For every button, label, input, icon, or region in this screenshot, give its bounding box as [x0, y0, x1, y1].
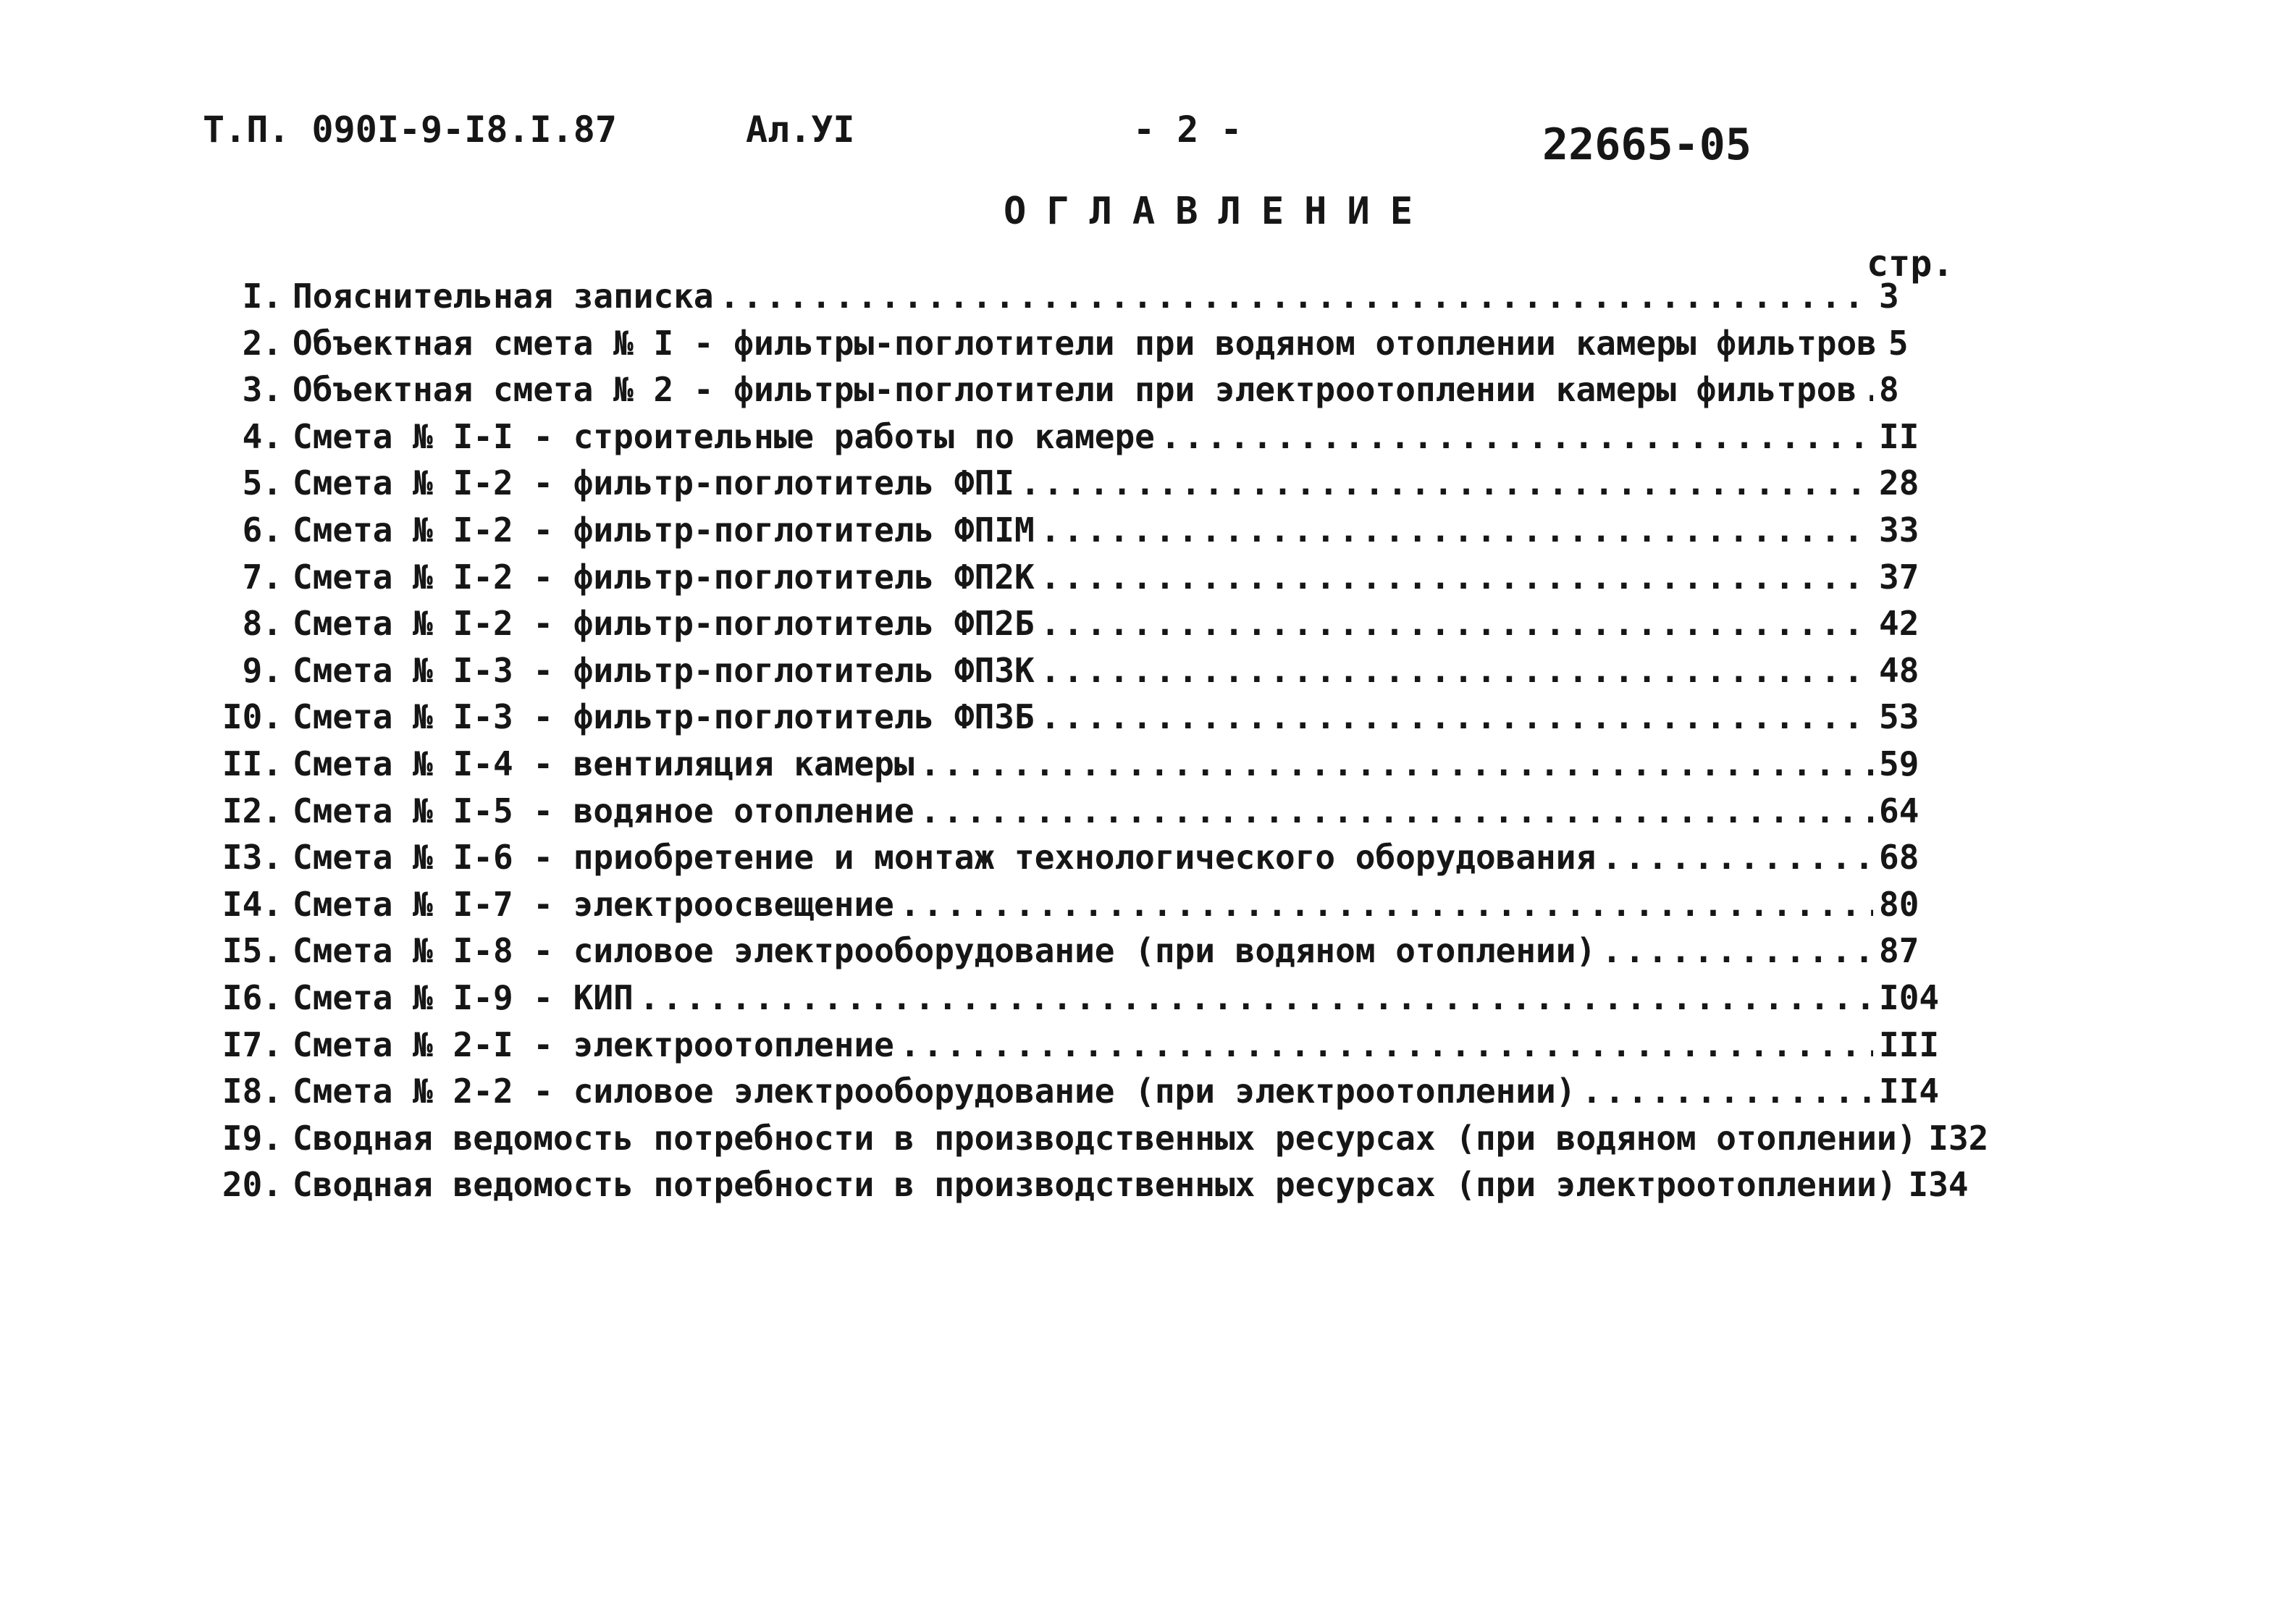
toc-entry-number: I7.: [222, 1025, 282, 1064]
toc-entry: [203, 931, 1955, 978]
toc-entry: [203, 1025, 1955, 1072]
toc-entry-page: 28: [1879, 463, 1919, 503]
toc-entry-page: 48: [1879, 650, 1919, 690]
toc-entry: [203, 1072, 1955, 1119]
sheet-label: Ал.УI: [746, 109, 855, 151]
toc-entry-page: 59: [1879, 744, 1919, 783]
toc-entry-text: Смета № 2-I - электроотопление: [293, 1025, 894, 1064]
toc-entry-number: 9.: [242, 650, 282, 690]
toc-leader-dots: [1161, 417, 1873, 456]
toc-entry-number: I5.: [222, 931, 282, 971]
toc-entry: [203, 838, 1955, 885]
toc-entry-text: Смета № I-6 - приобретение и монтаж технологического оборудования: [293, 838, 1597, 878]
toc-entry-page: 68: [1879, 838, 1919, 878]
toc-entry: [203, 791, 1955, 838]
toc-entry: [203, 651, 1955, 698]
toc-entry-number: I.: [242, 277, 282, 316]
toc-entry-number: I3.: [222, 838, 282, 878]
toc-leader-dots: [1040, 604, 1873, 643]
toc-entry-text: Смета № I-3 - фильтр-поглотитель ФП3Б: [293, 697, 1035, 737]
toc-entry-page: 80: [1879, 884, 1919, 924]
toc-leader-dots: [1040, 558, 1873, 597]
toc-leader-dots: [1862, 370, 1873, 409]
toc-entry-text: Смета № I-2 - фильтр-поглотитель ФПIМ: [293, 510, 1035, 550]
page-column-label: стр.: [1867, 243, 1954, 285]
toc-entry-page: II: [1879, 416, 1919, 456]
page-number: - 2 -: [1133, 109, 1242, 151]
toc-entry: [203, 1165, 1969, 1212]
toc-entry: [203, 1118, 1989, 1166]
toc-leader-dots: [1581, 1072, 1873, 1111]
toc-leader-dots: [1602, 931, 1873, 970]
toc-entry-text: Сводная ведомость потребности в производственных ресурсах (при водяном отоплении): [293, 1118, 1917, 1158]
toc-leader-dots: [920, 791, 1873, 830]
toc-entry-text: Смета № I-I - строительные работы по камере: [293, 416, 1155, 456]
toc-entry-number: I8.: [222, 1072, 282, 1111]
toc-leader-dots: [920, 744, 1873, 783]
toc-entry-page: 42: [1879, 604, 1919, 644]
toc-entry-text: Пояснительная записка: [293, 277, 714, 316]
toc-leader-dots: [720, 277, 1873, 316]
toc-leader-dots: [1020, 463, 1873, 502]
table-of-contents: [203, 277, 1989, 1212]
toc-entry-page: 5: [1888, 323, 1909, 363]
toc-entry-number: 7.: [242, 557, 282, 597]
toc-entry-number: 20.: [222, 1165, 282, 1205]
toc-entry-number: 2.: [242, 323, 282, 363]
toc-entry-number: 4.: [242, 416, 282, 456]
toc-entry-number: I4.: [222, 884, 282, 924]
toc-entry-text: Смета № I-4 - вентиляция камеры: [293, 744, 914, 783]
toc-leader-dots: [1040, 651, 1873, 690]
toc-entry-text: Смета № I-2 - фильтр-поглотитель ФП2Б: [293, 604, 1035, 644]
document-code: Т.П. 090I-9-I8.I.87: [203, 109, 617, 151]
toc-leader-dots: [1602, 838, 1873, 877]
toc-entry-text: Смета № I-9 - КИП: [293, 977, 634, 1017]
toc-entry: [203, 604, 1955, 651]
toc-entry-text: Объектная смета № I - фильтры-поглотители при водяном отоплении камеры фильтров: [293, 323, 1877, 363]
document-number: 22665-05: [1542, 119, 1752, 170]
toc-entry-text: Смета № I-2 - фильтр-поглотитель ФПI: [293, 463, 1014, 503]
toc-leader-dots: [1040, 510, 1873, 550]
toc-entry: [203, 510, 1955, 558]
toc-entry-text: Смета № I-7 - электроосвещение: [293, 884, 894, 924]
toc-entry: [203, 697, 1955, 744]
toc-entry-page: I34: [1908, 1165, 1969, 1205]
toc-entry-page: II4: [1879, 1072, 1940, 1111]
toc-entry: [203, 558, 1955, 605]
toc-entry: [203, 744, 1955, 791]
toc-entry-page: 87: [1879, 931, 1919, 971]
toc-entry: [203, 324, 1955, 371]
toc-entry-number: 6.: [242, 510, 282, 550]
toc-leader-dots: [639, 978, 1873, 1017]
toc-entry-number: I2.: [222, 791, 282, 830]
toc-entry-text: Смета № I-2 - фильтр-поглотитель ФП2К: [293, 557, 1035, 597]
toc-entry-page: 53: [1879, 697, 1919, 737]
toc-leader-dots: [1040, 697, 1873, 736]
toc-entry-text: Сводная ведомость потребности в производственных ресурсах (при электроотоплении): [293, 1165, 1897, 1205]
toc-entry-text: Смета № I-8 - силовое электрооборудование (при водяном отоплении): [293, 931, 1597, 971]
toc-entry-page: III: [1879, 1025, 1940, 1064]
toc-entry-number: 5.: [242, 463, 282, 503]
toc-entry: [203, 463, 1955, 510]
toc-entry-number: II.: [222, 744, 282, 783]
toc-entry-text: Объектная смета № 2 - фильтры-поглотители при электроотоплении камеры фильтров: [293, 370, 1857, 410]
toc-entry-text: Смета № I-3 - фильтр-поглотитель ФП3К: [293, 650, 1035, 690]
toc-leader-dots: [900, 1025, 1873, 1064]
toc-entry-page: 37: [1879, 557, 1919, 597]
toc-entry-number: I0.: [222, 697, 282, 737]
toc-entry-number: I6.: [222, 977, 282, 1017]
toc-entry-page: 33: [1879, 510, 1919, 550]
toc-entry-text: Смета № I-5 - водяное отопление: [293, 791, 914, 830]
toc-entry: [203, 978, 1955, 1025]
toc-entry-page: 8: [1879, 370, 1899, 410]
toc-entry: [203, 885, 1955, 932]
toc-title: ОГЛАВЛЕНИЕ: [1004, 190, 1434, 233]
toc-entry: [203, 277, 1955, 324]
toc-entry-number: I9.: [222, 1118, 282, 1158]
toc-entry: [203, 370, 1955, 417]
toc-entry-page: 3: [1879, 277, 1899, 316]
toc-entry-page: 64: [1879, 791, 1919, 830]
toc-entry-number: 3.: [242, 370, 282, 410]
toc-entry-page: I04: [1879, 977, 1940, 1017]
toc-leader-dots: [900, 885, 1873, 924]
toc-entry-text: Смета № 2-2 - силовое электрооборудование (при электроотоплении): [293, 1072, 1576, 1111]
toc-entry: [203, 417, 1955, 464]
toc-entry-page: I32: [1928, 1118, 1989, 1158]
toc-entry-number: 8.: [242, 604, 282, 644]
